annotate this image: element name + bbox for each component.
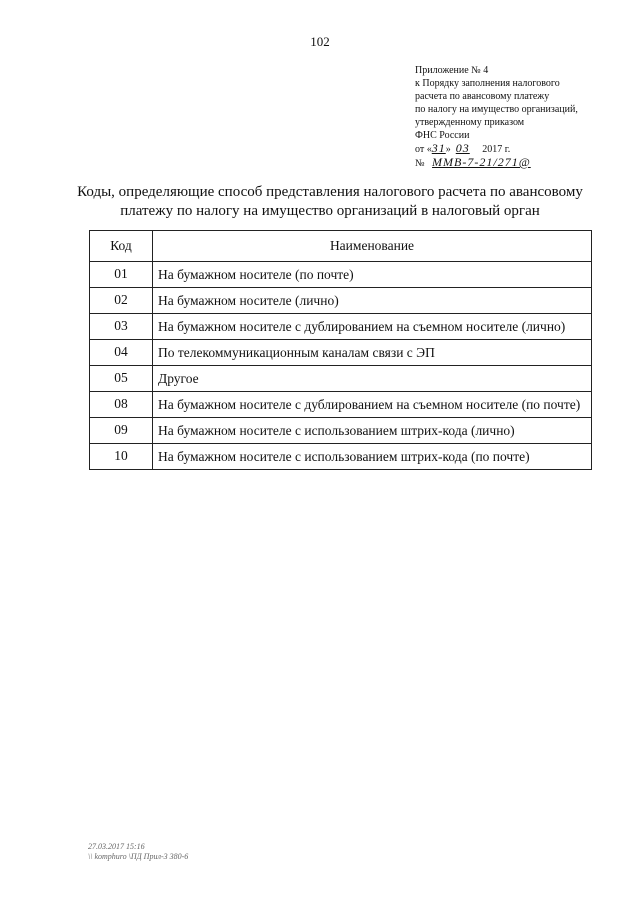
row-name: На бумажном носителе (по почте)	[153, 262, 592, 288]
table-row	[90, 262, 592, 288]
appendix-header	[415, 64, 630, 170]
table-row	[90, 366, 592, 392]
date-day: 31	[431, 141, 446, 155]
appendix-line: расчета по авансовому платежу	[415, 91, 550, 102]
header-name: Наименование	[153, 231, 592, 262]
row-code: 08	[90, 392, 153, 418]
row-code: 02	[90, 288, 153, 314]
date-mid: »	[445, 144, 451, 155]
row-name: На бумажном носителе с использованием штрих-кода (по почте)	[153, 444, 592, 470]
appendix-line: Приложение № 4	[415, 65, 489, 76]
row-code: 03	[90, 314, 153, 340]
row-code: 09	[90, 418, 153, 444]
table-row	[90, 314, 592, 340]
row-name: На бумажном носителе с дублированием на съемном носителе (по почте)	[153, 392, 592, 418]
stamp-line: \\ komphuro \ПД Прил-3 380-6	[88, 852, 189, 861]
row-code: 01	[90, 262, 153, 288]
document-title: Коды, определяющие способ представления налогового расчета по авансовому платежу по налогу на имущество организаций в налоговый орган	[77, 184, 583, 219]
row-name: На бумажном носителе (лично)	[153, 288, 592, 314]
header-code: Код	[90, 231, 153, 262]
number-prefix: №	[415, 158, 425, 169]
row-name: По телекоммуникационным каналам связи с ЭП	[153, 340, 592, 366]
row-name: На бумажном носителе с использованием штрих-кода (лично)	[153, 418, 592, 444]
number-value: ММВ-7-21/271@	[432, 155, 531, 169]
appendix-line: по налогу на имущество организаций,	[415, 104, 578, 115]
table-row	[90, 392, 592, 418]
date-prefix: от «	[415, 144, 432, 155]
page-number: 102	[310, 34, 330, 49]
table-header-row	[90, 231, 592, 262]
table-row	[90, 288, 592, 314]
table-row	[90, 418, 592, 444]
row-name: На бумажном носителе с дублированием на съемном носителе (лично)	[153, 314, 592, 340]
appendix-line: к Порядку заполнения налогового	[415, 78, 560, 89]
row-code: 10	[90, 444, 153, 470]
order-date	[415, 142, 630, 156]
row-name: Другое	[153, 366, 592, 392]
stamp-line: 27.03.2017 15:16	[88, 842, 145, 851]
codes-table	[89, 230, 592, 470]
file-stamp	[88, 842, 188, 862]
appendix-line: ФНС России	[415, 130, 470, 141]
order-number	[415, 156, 630, 170]
row-code: 05	[90, 366, 153, 392]
appendix-line: утвержденному приказом	[415, 117, 525, 128]
date-year: 2017 г.	[482, 144, 511, 155]
table-row	[90, 340, 592, 366]
table-row	[90, 444, 592, 470]
row-code: 04	[90, 340, 153, 366]
date-month: 03	[455, 141, 470, 155]
